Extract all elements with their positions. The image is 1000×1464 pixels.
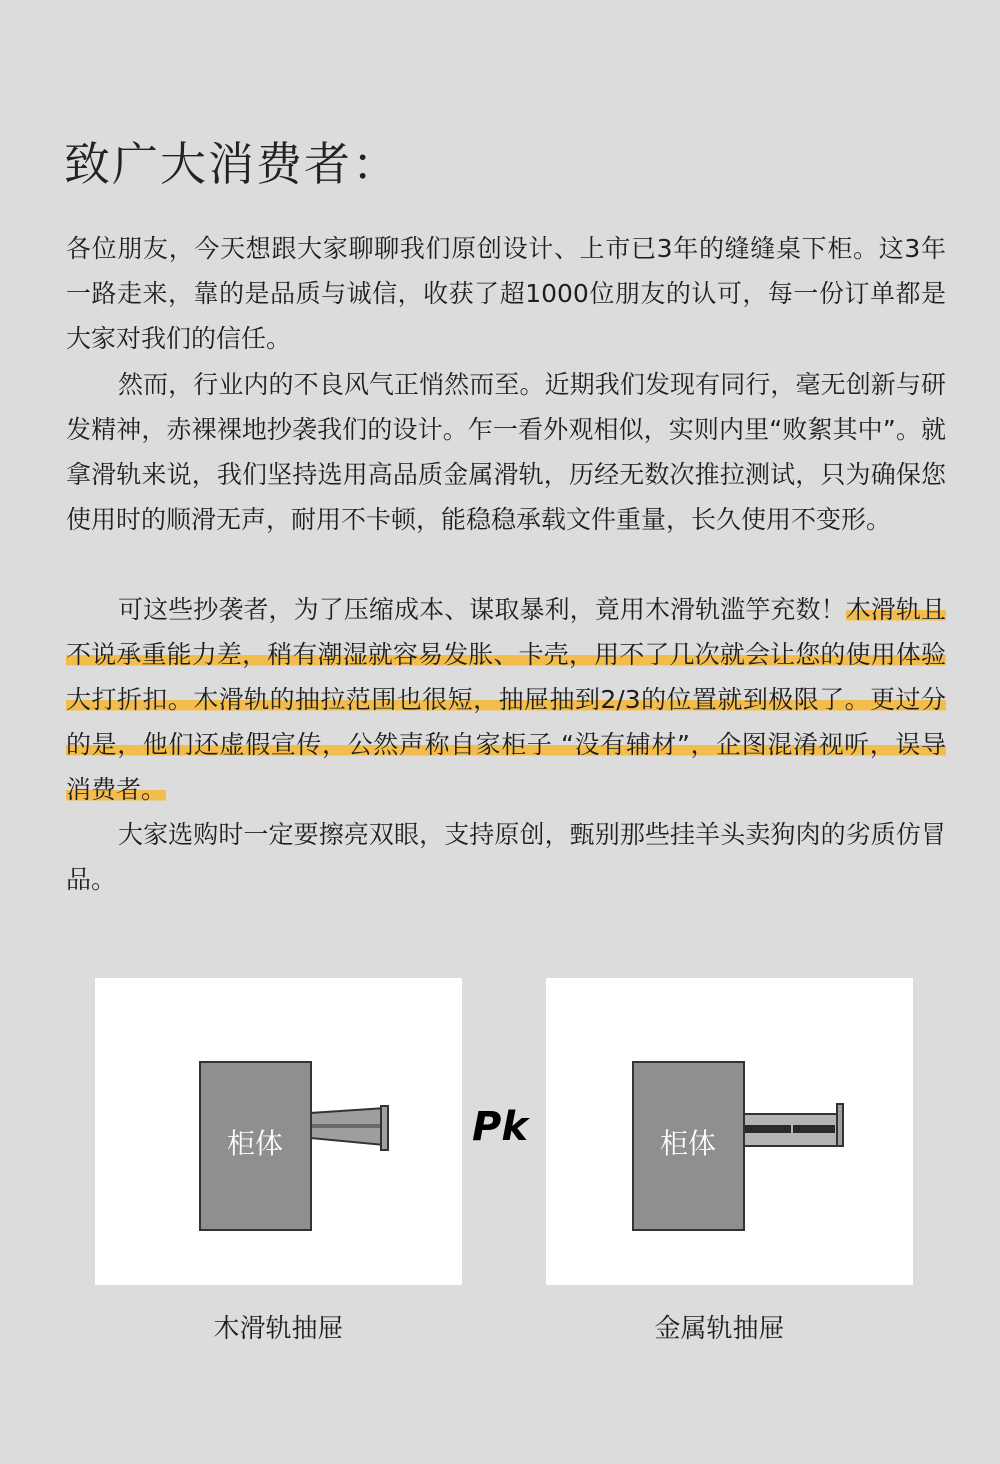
page-title: 致广大消费者： xyxy=(64,137,400,191)
wood-rail-caption: 木滑轨抽屉 xyxy=(213,1314,344,1344)
pk-text: Pk xyxy=(472,1104,528,1150)
paragraph-plagiarism: 然而，行业内的不良风气正悄然而至。近期我们发现有同行，毫无创新与研发精神，赤裸裸地抄袭我们的设计。乍一看外观相似，实则内里“败絮其中”。就拿滑轨来说，我们坚持选用高品质金属滑轨，历经无数次推拉测试，只为确保您使用时的顺滑无声，耐用不卡顿，能稳稳承载文件重量，长久使用不变形。 xyxy=(66,370,946,534)
highlighted-text: 木滑轨且不说承重能力差，稍有潮湿就容易发胀、卡壳，用不了几次就会让您的使用体验大打折扣。木滑轨的抽拉范围也很短，抽屉抽到2/3的位置就到极限了。更过分的是，他们还虚假宣传，公然声称自家柜子 “没有辅材”，企图混淆视听，误导消费者。 xyxy=(66,595,946,804)
metal-rail-illustration xyxy=(546,978,913,1285)
drawer-front xyxy=(837,1104,843,1146)
pk-icon xyxy=(470,1100,542,1150)
cabinet-label: 柜体 xyxy=(227,1127,284,1160)
paragraph-wood-rail xyxy=(66,587,946,812)
metal-rail-caption: 金属轨抽屉 xyxy=(654,1314,785,1344)
paragraph-advice: 大家选购时一定要擦亮双眼，支持原创，甄别那些挂羊头卖狗肉的劣质仿冒品。 xyxy=(66,820,946,894)
paragraph-intro: 各位朋友，今天想跟大家聊聊我们原创设计、上市已3年的缝缝桌下柜。这3年一路走来，靠的是品质与诚信，收获了超1000位朋友的认可，每一份订单都是大家对我们的信任。 xyxy=(66,234,946,353)
wood-rail-illustration xyxy=(95,978,462,1285)
paragraph-wood-rail-intro: 可这些抄袭者，为了压缩成本、谋取暴利，竟用木滑轨滥竽充数！ xyxy=(118,595,846,624)
cabinet-label: 柜体 xyxy=(660,1127,717,1160)
drawer-front xyxy=(381,1106,388,1150)
metal-rail-diagram xyxy=(546,978,913,1285)
versus-mark xyxy=(470,1100,542,1154)
